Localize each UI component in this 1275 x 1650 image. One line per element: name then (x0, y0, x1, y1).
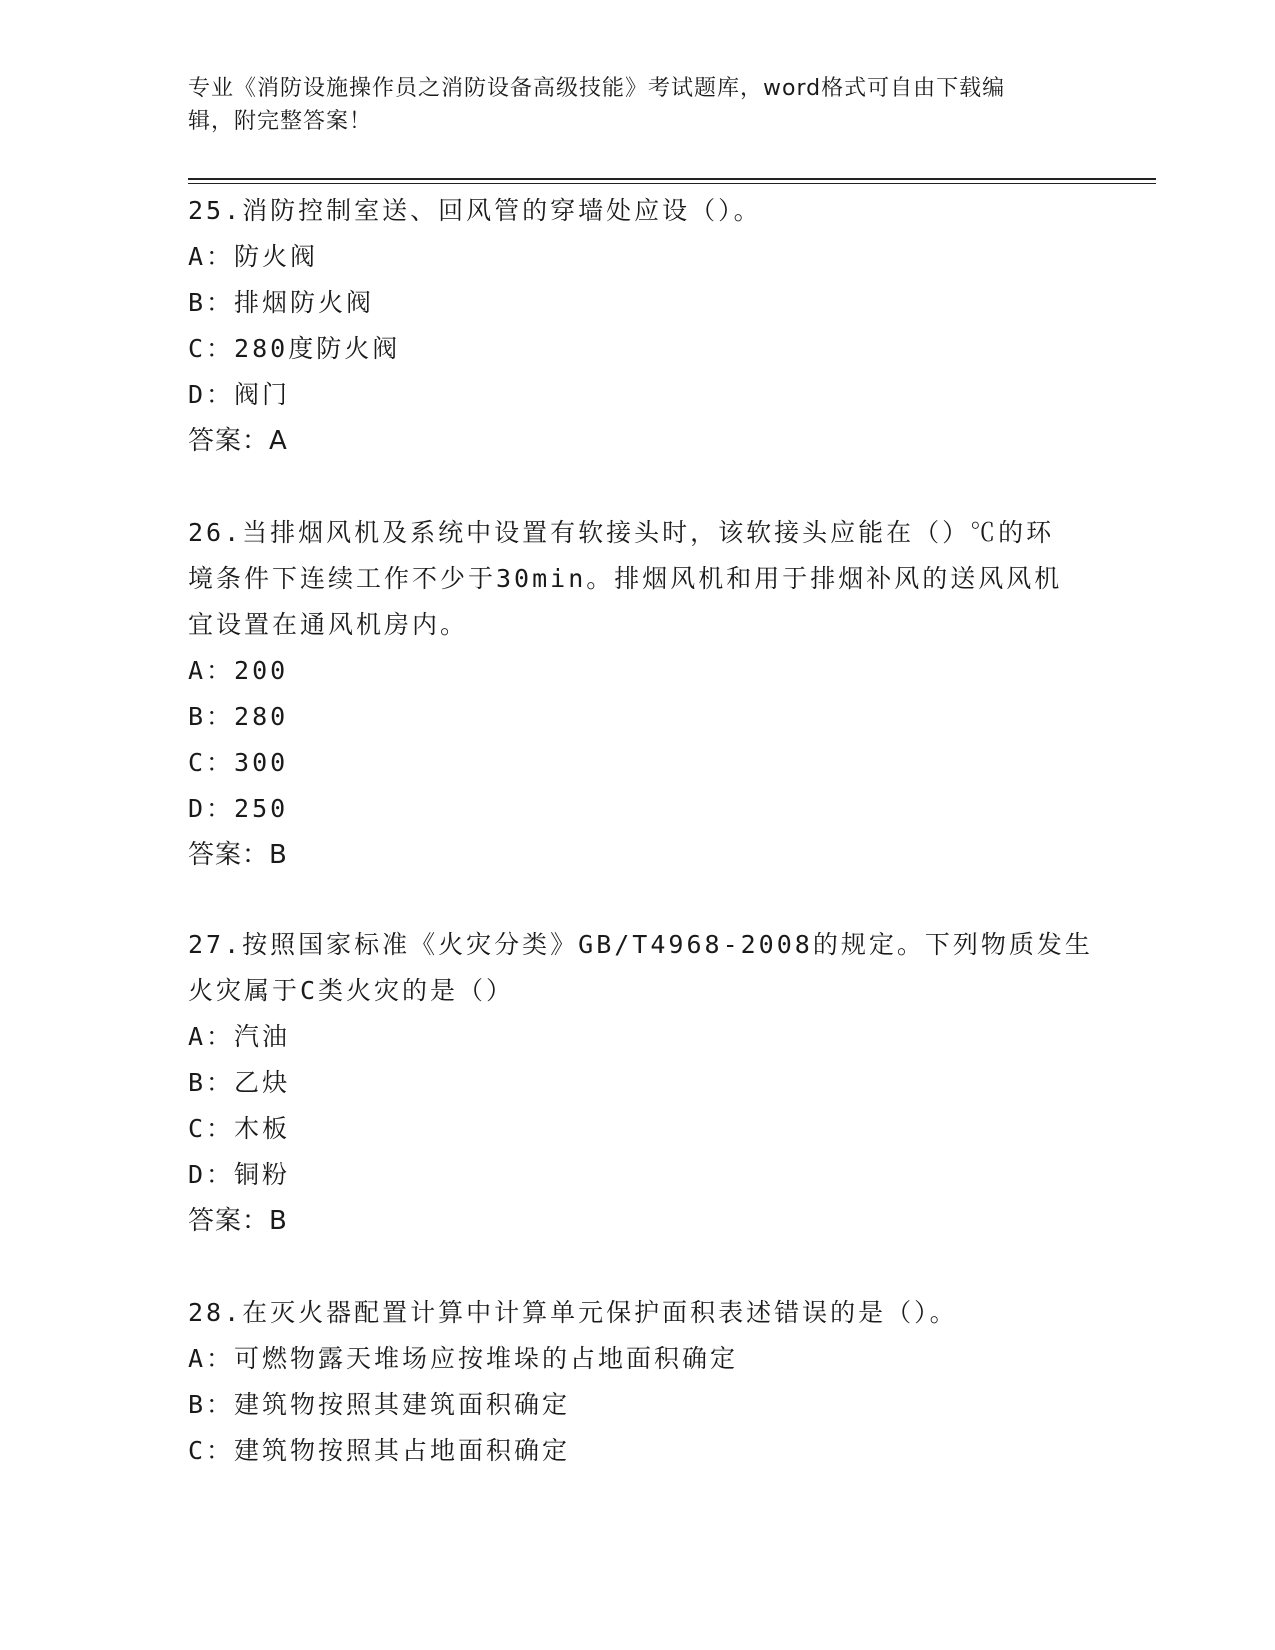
option-b: B：280 (188, 702, 289, 731)
option-c: C：建筑物按照其占地面积确定 (188, 1436, 571, 1465)
option-a: A：200 (188, 656, 289, 685)
option-b: B：建筑物按照其建筑面积确定 (188, 1390, 571, 1419)
question-text: 26.当排烟风机及系统中设置有软接头时，该软接头应能在（）℃的环 (188, 518, 1055, 547)
answer: 答案：B (188, 1206, 288, 1236)
option-c: C：300 (188, 748, 289, 777)
option-d: D：铜粉 (188, 1160, 291, 1189)
header-line-2: 辑，附完整答案！ (188, 109, 373, 134)
option-c: C：木板 (188, 1114, 291, 1143)
option-b: B：乙炔 (188, 1068, 291, 1097)
option-d: D：阀门 (188, 380, 291, 409)
question-28 (188, 1290, 1088, 1474)
document-header (188, 72, 1078, 138)
option-a: A：汽油 (188, 1022, 291, 1051)
question-text: 境条件下连续工作不少于30min。排烟风机和用于排烟补风的送风风机 (188, 564, 1063, 593)
question-text: 25.消防控制室送、回风管的穿墙处应设（）。 (188, 196, 762, 225)
option-d: D：250 (188, 794, 289, 823)
question-25 (188, 188, 1088, 464)
question-text: 宜设置在通风机房内。 (188, 610, 469, 639)
header-line-1: 专业《消防设施操作员之消防设备高级技能》考试题库，word格式可自由下载编 (188, 76, 1006, 101)
question-27 (188, 922, 1093, 1244)
header-divider-thick (188, 178, 1156, 180)
answer: 答案：A (188, 426, 288, 456)
option-a: A：防火阀 (188, 242, 319, 271)
option-a: A：可燃物露天堆场应按堆垛的占地面积确定 (188, 1344, 739, 1373)
option-c: C：280度防火阀 (188, 334, 401, 363)
question-text: 火灾属于C类火灾的是（） (188, 976, 515, 1005)
question-26 (188, 510, 1088, 878)
header-divider-thin (188, 183, 1156, 184)
question-text: 28.在灭火器配置计算中计算单元保护面积表述错误的是（）。 (188, 1298, 958, 1327)
option-b: B：排烟防火阀 (188, 288, 375, 317)
question-text: 27.按照国家标准《火灾分类》GB/T4968-2008的规定。下列物质发生 (188, 930, 1093, 959)
answer: 答案：B (188, 840, 288, 870)
